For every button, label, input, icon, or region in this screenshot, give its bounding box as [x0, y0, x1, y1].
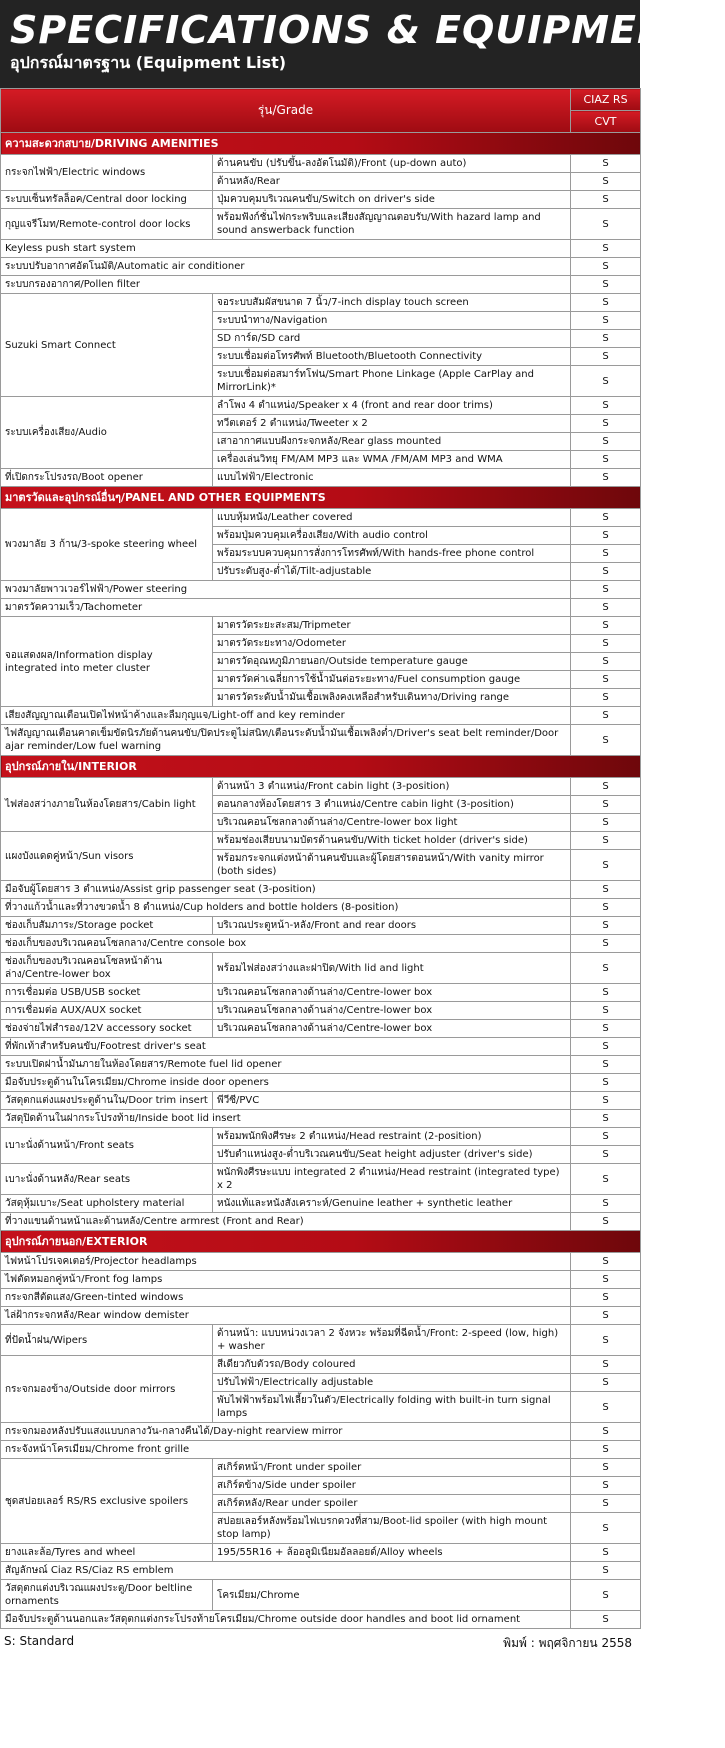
- item-label: เบาะนั่งด้านหน้า/Front seats: [1, 1128, 213, 1164]
- page-title: SPECIFICATIONS & EQUIPMENTS: [10, 8, 725, 52]
- table-row: [1, 397, 641, 415]
- item-detail: พร้อมฟังก์ชั่นไฟกระพริบและเสียงสัญญาณตอบรับ/With hazard lamp and sound answerback function: [213, 209, 571, 240]
- item-label: กุญแจรีโมท/Remote-control door locks: [1, 209, 213, 240]
- item-detail: แบบไฟฟ้า/Electronic: [213, 469, 571, 487]
- item-detail: มาตรวัดค่าเฉลี่ยการใช้น้ำมันต่อระยะทาง/Fuel consumption gauge: [213, 671, 571, 689]
- item-value: S: [571, 796, 641, 814]
- legend-text: S: Standard: [4, 1634, 75, 1648]
- item-value: S: [571, 1092, 641, 1110]
- item-label: ไฟตัดหมอกคู่หน้า/Front fog lamps: [1, 1271, 571, 1289]
- item-detail: สีเดียวกับตัวรถ/Body coloured: [213, 1356, 571, 1374]
- section-header: [1, 756, 641, 778]
- item-label: มือจับประตูด้านนอกและวัสดุตกแต่งกระโปรงท้ายโครเมียม/Chrome outside door handles and boot lid ornament: [1, 1611, 571, 1629]
- item-detail: ระบบเชื่อมต่อสมาร์ทโฟน/Smart Phone Linkage (Apple CarPlay and MirrorLink)*: [213, 366, 571, 397]
- item-label: กระจกมองข้าง/Outside door mirrors: [1, 1356, 213, 1423]
- item-label: ที่วางแก้วน้ำและที่วางขวดน้ำ 8 ตำแหน่ง/Cup holders and bottle holders (8-position): [1, 899, 571, 917]
- table-row: [1, 469, 641, 487]
- item-value: S: [571, 1020, 641, 1038]
- item-value: S: [571, 563, 641, 581]
- table-row: [1, 1002, 641, 1020]
- item-detail: 195/55R16 + ล้ออลูมิเนียมอัลลอยด์/Alloy wheels: [213, 1544, 571, 1562]
- item-detail: จอระบบสัมผัสขนาด 7 นิ้ว/7-inch display touch screen: [213, 294, 571, 312]
- table-row: [1, 1213, 641, 1231]
- item-label: วัสดุหุ้มเบาะ/Seat upholstery material: [1, 1195, 213, 1213]
- grade-label: รุ่น/Grade: [1, 89, 571, 133]
- item-label: กระจังหน้าโครเมียม/Chrome front grille: [1, 1441, 571, 1459]
- item-detail: สเกิร์ตหลัง/Rear under spoiler: [213, 1495, 571, 1513]
- item-label: จอแสดงผล/Information display integrated into meter cluster: [1, 617, 213, 707]
- item-value: S: [571, 545, 641, 563]
- item-label: วัสดุตกแต่งบริเวณแผงประตู/Door beltline ornaments: [1, 1580, 213, 1611]
- item-detail: พร้อมระบบควบคุมการสั่งการโทรศัพท์/With hands-free phone control: [213, 545, 571, 563]
- section-title: ความสะดวกสบาย/DRIVING AMENITIES: [1, 133, 641, 155]
- table-row: [1, 1544, 641, 1562]
- item-value: S: [571, 240, 641, 258]
- transmission-label: CVT: [571, 111, 641, 133]
- table-row: [1, 209, 641, 240]
- table-row: [1, 984, 641, 1002]
- table-row: [1, 1307, 641, 1325]
- table-row: [1, 581, 641, 599]
- table-row: [1, 707, 641, 725]
- item-label: แผงบังแดดคู่หน้า/Sun visors: [1, 832, 213, 881]
- item-value: S: [571, 1213, 641, 1231]
- section-title: อุปกรณ์ภายนอก/EXTERIOR: [1, 1231, 641, 1253]
- item-detail: บริเวณประตูหน้า-หลัง/Front and rear doors: [213, 917, 571, 935]
- table-row: [1, 1441, 641, 1459]
- table-row: [1, 1289, 641, 1307]
- item-label: ไฟหน้าโปรเจคเตอร์/Projector headlamps: [1, 1253, 571, 1271]
- table-row: [1, 1356, 641, 1374]
- table-row: [1, 1611, 641, 1629]
- item-label: ที่ปัดน้ำฝน/Wipers: [1, 1325, 213, 1356]
- item-label: ที่วางแขนด้านหน้าและด้านหลัง/Centre armrest (Front and Rear): [1, 1213, 571, 1231]
- item-label: มือจับประตูด้านในโครเมียม/Chrome inside door openers: [1, 1074, 571, 1092]
- item-value: S: [571, 312, 641, 330]
- item-detail: พับไฟฟ้าพร้อมไฟเลี้ยวในตัว/Electrically folding with built-in turn signal lamps: [213, 1392, 571, 1423]
- item-label: ช่องจ่ายไฟสำรอง/12V accessory socket: [1, 1020, 213, 1038]
- item-label: พวงมาลัยพาวเวอร์ไฟฟ้า/Power steering: [1, 581, 571, 599]
- page-footer: [0, 1629, 640, 1653]
- print-date: พิมพ์ : พฤศจิกายน 2558: [503, 1636, 632, 1650]
- item-value: S: [571, 1392, 641, 1423]
- item-value: S: [571, 1253, 641, 1271]
- item-detail: สปอยเลอร์หลังพร้อมไฟเบรกดวงที่สาม/Boot-lid spoiler (with high mount stop lamp): [213, 1513, 571, 1544]
- item-label: กระจกสีตัดแสง/Green-tinted windows: [1, 1289, 571, 1307]
- item-detail: พร้อมไฟส่องสว่างและฝาปิด/With lid and light: [213, 953, 571, 984]
- item-value: S: [571, 1562, 641, 1580]
- table-row: [1, 191, 641, 209]
- item-label: ช่องเก็บของบริเวณคอนโซลหน้าด้านล่าง/Centre-lower box: [1, 953, 213, 984]
- item-value: S: [571, 935, 641, 953]
- item-value: S: [571, 366, 641, 397]
- item-detail: ด้านหน้า 3 ตำแหน่ง/Front cabin light (3-position): [213, 778, 571, 796]
- section-title: อุปกรณ์ภายใน/INTERIOR: [1, 756, 641, 778]
- item-value: S: [571, 469, 641, 487]
- table-row: [1, 617, 641, 635]
- table-row: [1, 1580, 641, 1611]
- item-value: S: [571, 1325, 641, 1356]
- item-value: S: [571, 814, 641, 832]
- table-row: [1, 725, 641, 756]
- item-detail: พีวีซี/PVC: [213, 1092, 571, 1110]
- table-row: [1, 917, 641, 935]
- item-label: ระบบกรองอากาศ/Pollen filter: [1, 276, 571, 294]
- item-detail: ด้านคนขับ (ปรับขึ้น-ลงอัตโนมัติ)/Front (up-down auto): [213, 155, 571, 173]
- table-row: [1, 1074, 641, 1092]
- item-label: ระบบปรับอากาศอัตโนมัติ/Automatic air conditioner: [1, 258, 571, 276]
- item-detail: ปรับตำแหน่งสูง-ต่ำบริเวณคนขับ/Seat height adjuster (driver's side): [213, 1146, 571, 1164]
- table-row: [1, 509, 641, 527]
- table-row: [1, 881, 641, 899]
- item-detail: โครเมียม/Chrome: [213, 1580, 571, 1611]
- item-detail: ระบบนำทาง/Navigation: [213, 312, 571, 330]
- item-label: วัสดุตกแต่งแผงประตูด้านใน/Door trim insert: [1, 1092, 213, 1110]
- item-value: S: [571, 1038, 641, 1056]
- item-value: S: [571, 899, 641, 917]
- item-label: ช่องเก็บของบริเวณคอนโซลกลาง/Centre console box: [1, 935, 571, 953]
- item-value: S: [571, 1002, 641, 1020]
- item-value: S: [571, 617, 641, 635]
- item-detail: พร้อมกระจกแต่งหน้าด้านคนขับและผู้โดยสารตอนหน้า/With vanity mirror (both sides): [213, 850, 571, 881]
- item-value: S: [571, 707, 641, 725]
- item-value: S: [571, 433, 641, 451]
- item-detail: บริเวณคอนโซลกลางด้านล่าง/Centre-lower box: [213, 1020, 571, 1038]
- item-label: เบาะนั่งด้านหลัง/Rear seats: [1, 1164, 213, 1195]
- item-detail: บริเวณคอนโซลกลางด้านล่าง/Centre-lower box: [213, 1002, 571, 1020]
- item-label: ระบบเซ็นทรัลล็อค/Central door locking: [1, 191, 213, 209]
- item-value: S: [571, 1307, 641, 1325]
- table-row: [1, 1325, 641, 1356]
- item-value: S: [571, 1289, 641, 1307]
- item-value: S: [571, 725, 641, 756]
- table-row: [1, 294, 641, 312]
- item-value: S: [571, 581, 641, 599]
- item-value: S: [571, 1146, 641, 1164]
- item-label: ช่องเก็บสัมภาระ/Storage pocket: [1, 917, 213, 935]
- table-row: [1, 258, 641, 276]
- table-row: [1, 276, 641, 294]
- item-value: S: [571, 1580, 641, 1611]
- item-label: Keyless push start system: [1, 240, 571, 258]
- item-value: S: [571, 653, 641, 671]
- item-value: S: [571, 1056, 641, 1074]
- table-row: [1, 1423, 641, 1441]
- item-detail: ทวีตเตอร์ 2 ตำแหน่ง/Tweeter x 2: [213, 415, 571, 433]
- item-value: S: [571, 1513, 641, 1544]
- item-detail: บริเวณคอนโซลกลางด้านล่าง/Centre-lower box: [213, 984, 571, 1002]
- item-detail: บริเวณคอนโซลกลางด้านล่าง/Centre-lower box light: [213, 814, 571, 832]
- item-label: วัสดุปิดด้านในฝากระโปรงท้าย/Inside boot lid insert: [1, 1110, 571, 1128]
- item-label: กระจกไฟฟ้า/Electric windows: [1, 155, 213, 191]
- item-detail: มาตรวัดระยะสะสม/Tripmeter: [213, 617, 571, 635]
- item-value: S: [571, 276, 641, 294]
- item-value: S: [571, 881, 641, 899]
- item-value: S: [571, 509, 641, 527]
- item-label: ที่เปิดกระโปรงรถ/Boot opener: [1, 469, 213, 487]
- item-detail: เสาอากาศแบบฝังกระจกหลัง/Rear glass mounted: [213, 433, 571, 451]
- item-label: ชุดสปอยเลอร์ RS/RS exclusive spoilers: [1, 1459, 213, 1544]
- spec-table: [0, 88, 641, 1629]
- table-row: [1, 1020, 641, 1038]
- table-row: [1, 935, 641, 953]
- item-value: S: [571, 635, 641, 653]
- item-value: S: [571, 689, 641, 707]
- item-value: S: [571, 850, 641, 881]
- item-detail: พร้อมพนักพิงศีรษะ 2 ตำแหน่ง/Head restraint (2-position): [213, 1128, 571, 1146]
- item-detail: ปรับระดับสูง-ต่ำได้/Tilt-adjustable: [213, 563, 571, 581]
- table-row: [1, 1092, 641, 1110]
- table-row: [1, 1110, 641, 1128]
- table-row: [1, 155, 641, 173]
- item-detail: มาตรวัดระยะทาง/Odometer: [213, 635, 571, 653]
- item-value: S: [571, 1128, 641, 1146]
- item-value: S: [571, 1164, 641, 1195]
- table-row: [1, 1056, 641, 1074]
- item-value: S: [571, 1356, 641, 1374]
- item-value: S: [571, 1459, 641, 1477]
- item-detail: ปุ่มควบคุมบริเวณคนขับ/Switch on driver's side: [213, 191, 571, 209]
- model-label: CIAZ RS: [571, 89, 641, 111]
- item-value: S: [571, 173, 641, 191]
- item-detail: ระบบเชื่อมต่อโทรศัพท์ Bluetooth/Bluetooth Connectivity: [213, 348, 571, 366]
- item-detail: สเกิร์ตหน้า/Front under spoiler: [213, 1459, 571, 1477]
- table-row: [1, 778, 641, 796]
- item-value: S: [571, 330, 641, 348]
- table-row: [1, 599, 641, 617]
- item-label: เสียงสัญญาณเตือนเปิดไฟหน้าค้างและลืมกุญแจ/Light-off and key reminder: [1, 707, 571, 725]
- item-label: มือจับผู้โดยสาร 3 ตำแหน่ง/Assist grip passenger seat (3-position): [1, 881, 571, 899]
- item-label: สัญลักษณ์ Ciaz RS/Ciaz RS emblem: [1, 1562, 571, 1580]
- item-detail: SD การ์ด/SD card: [213, 330, 571, 348]
- table-row: [1, 1253, 641, 1271]
- section-header: [1, 487, 641, 509]
- grade-header-row: [1, 89, 641, 111]
- item-label: พวงมาลัย 3 ก้าน/3-spoke steering wheel: [1, 509, 213, 581]
- item-detail: ด้านหลัง/Rear: [213, 173, 571, 191]
- item-value: S: [571, 1495, 641, 1513]
- item-value: S: [571, 1110, 641, 1128]
- item-detail: ปรับไฟฟ้า/Electrically adjustable: [213, 1374, 571, 1392]
- item-label: Suzuki Smart Connect: [1, 294, 213, 397]
- table-row: [1, 832, 641, 850]
- item-label: การเชื่อมต่อ AUX/AUX socket: [1, 1002, 213, 1020]
- item-label: การเชื่อมต่อ USB/USB socket: [1, 984, 213, 1002]
- item-value: S: [571, 917, 641, 935]
- table-row: [1, 1271, 641, 1289]
- page-subtitle: อุปกรณ์มาตรฐาน (Equipment List): [10, 53, 287, 72]
- item-detail: สเกิร์ตข้าง/Side under spoiler: [213, 1477, 571, 1495]
- item-detail: พนักพิงศีรษะแบบ integrated 2 ตำแหน่ง/Head restraint (integrated type) x 2: [213, 1164, 571, 1195]
- item-label: ไฟสัญญาณเตือนคาดเข็มขัดนิรภัยด้านคนขับ/ปิดประตูไม่สนิท/เตือนระดับน้ำมันเชื้อเพลิงต่ำ/Driver's seat belt reminder/Door ajar reminder/Low fuel warning: [1, 725, 571, 756]
- item-value: S: [571, 451, 641, 469]
- item-value: S: [571, 348, 641, 366]
- item-value: S: [571, 1074, 641, 1092]
- table-row: [1, 1459, 641, 1477]
- table-row: [1, 1128, 641, 1146]
- table-row: [1, 1195, 641, 1213]
- title-banner: [0, 0, 725, 88]
- item-value: S: [571, 294, 641, 312]
- table-row: [1, 899, 641, 917]
- section-header: [1, 133, 641, 155]
- item-value: S: [571, 1477, 641, 1495]
- item-value: S: [571, 415, 641, 433]
- table-row: [1, 1562, 641, 1580]
- item-value: S: [571, 1195, 641, 1213]
- spec-body: [1, 89, 641, 1629]
- item-value: S: [571, 984, 641, 1002]
- item-value: S: [571, 1611, 641, 1629]
- item-detail: ตอนกลางห้องโดยสาร 3 ตำแหน่ง/Centre cabin light (3-position): [213, 796, 571, 814]
- item-label: ที่พักเท้าสำหรับคนขับ/Footrest driver's seat: [1, 1038, 571, 1056]
- item-detail: มาตรวัดระดับน้ำมันเชื้อเพลิงคงเหลือสำหรับเดินทาง/Driving range: [213, 689, 571, 707]
- item-detail: มาตรวัดอุณหภูมิภายนอก/Outside temperature gauge: [213, 653, 571, 671]
- item-value: S: [571, 832, 641, 850]
- item-value: S: [571, 778, 641, 796]
- item-detail: เครื่องเล่นวิทยุ FM/AM MP3 และ WMA /FM/AM MP3 and WMA: [213, 451, 571, 469]
- item-label: มาตรวัดความเร็ว/Tachometer: [1, 599, 571, 617]
- item-value: S: [571, 599, 641, 617]
- item-label: ยางและล้อ/Tyres and wheel: [1, 1544, 213, 1562]
- item-value: S: [571, 155, 641, 173]
- section-title: มาตรวัดและอุปกรณ์อื่นๆ/PANEL AND OTHER EQUIPMENTS: [1, 487, 641, 509]
- item-detail: พร้อมช่องเสียบนามบัตรด้านคนขับ/With ticket holder (driver's side): [213, 832, 571, 850]
- item-value: S: [571, 258, 641, 276]
- item-label: กระจกมองหลังปรับแสงแบบกลางวัน-กลางคืนได้/Day-night rearview mirror: [1, 1423, 571, 1441]
- item-value: S: [571, 953, 641, 984]
- item-label: ไล่ฝ้ากระจกหลัง/Rear window demister: [1, 1307, 571, 1325]
- item-label: ระบบเปิดฝาน้ำมันภายในห้องโดยสาร/Remote fuel lid opener: [1, 1056, 571, 1074]
- item-detail: ลำโพง 4 ตำแหน่ง/Speaker x 4 (front and rear door trims): [213, 397, 571, 415]
- item-detail: แบบหุ้มหนัง/Leather covered: [213, 509, 571, 527]
- item-label: ระบบเครื่องเสียง/Audio: [1, 397, 213, 469]
- table-row: [1, 1038, 641, 1056]
- item-label: ไฟส่องสว่างภายในห้องโดยสาร/Cabin light: [1, 778, 213, 832]
- item-value: S: [571, 209, 641, 240]
- item-value: S: [571, 1374, 641, 1392]
- item-value: S: [571, 527, 641, 545]
- table-row: [1, 1164, 641, 1195]
- table-row: [1, 240, 641, 258]
- item-value: S: [571, 1441, 641, 1459]
- item-value: S: [571, 1271, 641, 1289]
- item-value: S: [571, 191, 641, 209]
- item-value: S: [571, 397, 641, 415]
- table-row: [1, 953, 641, 984]
- item-value: S: [571, 1423, 641, 1441]
- item-detail: หนังแท้และหนังสังเคราะห์/Genuine leather + synthetic leather: [213, 1195, 571, 1213]
- item-detail: ด้านหน้า: แบบหน่วงเวลา 2 จังหวะ พร้อมที่ฉีดน้ำ/Front: 2-speed (low, high) + washer: [213, 1325, 571, 1356]
- item-value: S: [571, 1544, 641, 1562]
- item-detail: พร้อมปุ่มควบคุมเครื่องเสียง/With audio control: [213, 527, 571, 545]
- item-value: S: [571, 671, 641, 689]
- section-header: [1, 1231, 641, 1253]
